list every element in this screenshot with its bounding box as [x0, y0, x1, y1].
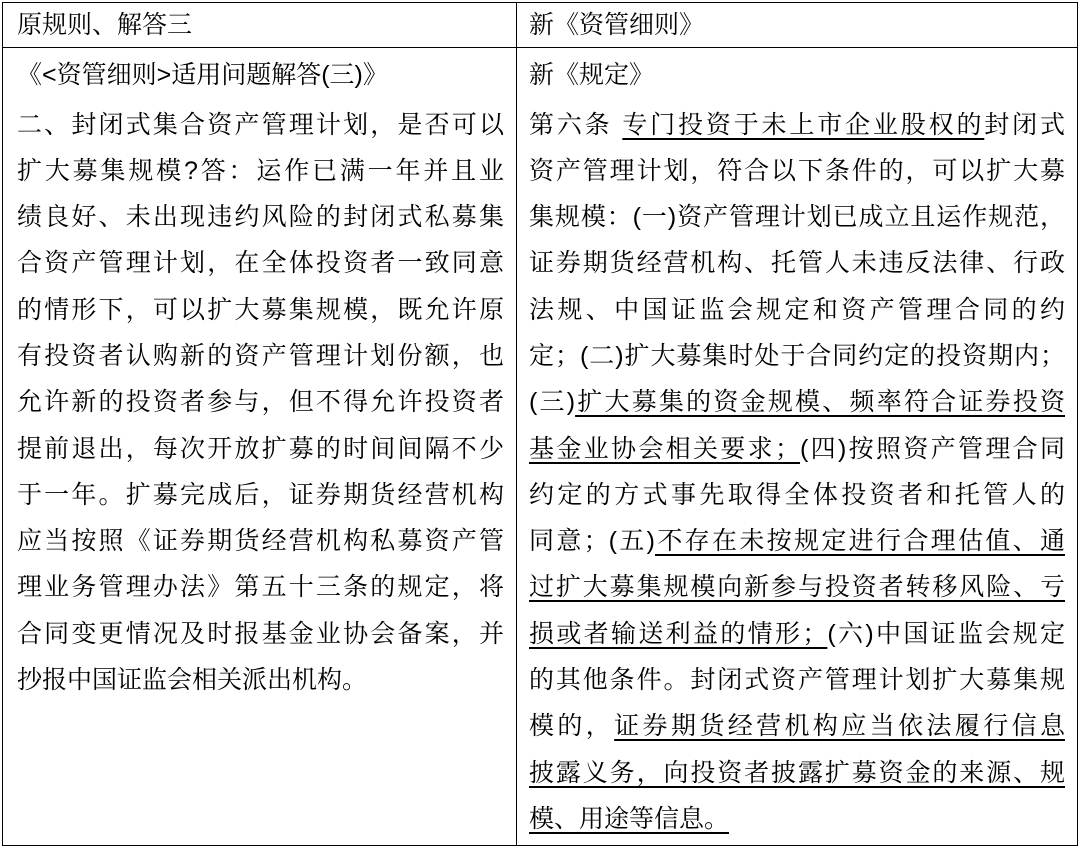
body-text-line	[529, 426, 1065, 472]
underlined-text: 损或者输送利益的情形；	[529, 619, 828, 648]
body-text-line	[17, 148, 504, 194]
underlined-text: 过扩大募集规模向新参与投资者转移风险、亏	[529, 573, 1065, 602]
body-text-line	[17, 657, 504, 703]
text-segment: 允许新的投资者参与，但不得允许投资者	[17, 388, 504, 417]
body-text-line	[529, 333, 1065, 379]
body-text-line	[529, 148, 1065, 194]
underlined-text: 披露义务，向投资者披露扩募资金的来源、规	[529, 758, 1065, 787]
text-segment: 的情形下，可以扩大募集规模，既允许原	[17, 295, 504, 324]
text-segment: (四)按照资产管理合同	[800, 434, 1065, 463]
text-segment: 有投资者认购新的资产管理计划份额，也	[17, 341, 504, 370]
text-segment: 理业务管理办法》第五十三条的规定，将	[17, 573, 504, 602]
new-rules-text	[529, 102, 1065, 843]
underlined-text: 专门投资于未上市企业股权的	[622, 110, 985, 139]
body-text-line	[17, 102, 504, 148]
body-text-line	[17, 194, 504, 240]
body-text-line	[529, 287, 1065, 333]
underlined-text: 证券期货经营机构应当依法履行信息	[614, 712, 1065, 741]
body-text-line	[529, 611, 1065, 657]
body-text-line	[529, 102, 1065, 148]
text-segment: 封闭式	[984, 110, 1065, 139]
text-segment: 第六条	[529, 110, 623, 139]
text-segment: 同意；(五)	[529, 527, 655, 556]
text-segment: 应当按照《证券期货经营机构私募资产管	[17, 527, 504, 556]
text-segment: 扩大募集规模?答：运作已满一年并且业	[17, 156, 504, 185]
body-text-line	[529, 379, 1065, 425]
text-segment: 于一年。扩募完成后，证券期货经营机构	[17, 480, 504, 509]
body-text-line	[17, 426, 504, 472]
text-segment: 约定的方式事先取得全体投资者和托管人的	[529, 480, 1065, 509]
body-text-line	[17, 564, 504, 610]
header-cell-old-rules	[3, 3, 517, 48]
underlined-text: 基金业协会相关要求；	[529, 434, 800, 463]
text-segment: 绩良好、未出现违约风险的封闭式私募集	[17, 203, 504, 232]
old-rules-cell	[3, 48, 517, 845]
body-text-line	[529, 518, 1065, 564]
text-segment: 定；(二)扩大募集时处于合同约定的投资期内；	[529, 341, 1065, 370]
body-text-line	[529, 564, 1065, 610]
text-segment: 集规模：(一)资产管理计划已成立且运作规范，	[529, 203, 1065, 232]
text-segment: 的其他条件。封闭式资产管理计划扩大募集规	[529, 666, 1065, 695]
new-rules-title: 新《规定》	[529, 60, 655, 89]
underlined-text: 模、用途等信息。	[529, 804, 730, 833]
text-segment: 抄报中国证监会相关派出机构。	[17, 666, 368, 695]
header-old-rules-label: 原规则、解答三	[17, 10, 193, 39]
text-segment: 合资产管理计划，在全体投资者一致同意	[17, 249, 504, 278]
body-text-line	[529, 703, 1065, 749]
text-segment: (三)	[529, 388, 576, 417]
text-segment: 二、封闭式集合资产管理计划，是否可以	[17, 110, 504, 139]
body-text-line	[529, 657, 1065, 703]
body-text-line	[17, 240, 504, 286]
body-text-line	[529, 796, 1065, 842]
body-text-line	[529, 750, 1065, 796]
body-text-line	[17, 518, 504, 564]
new-rules-cell	[517, 48, 1077, 845]
text-segment: 模的，	[529, 712, 615, 741]
body-text-line	[17, 472, 504, 518]
comparison-table	[2, 2, 1078, 846]
text-segment: 法规、中国证监会规定和资产管理合同的约	[529, 295, 1065, 324]
text-segment: 证券期货经营机构、托管人未违反法律、行政	[529, 249, 1065, 278]
body-text-line	[17, 333, 504, 379]
body-text-line	[17, 379, 504, 425]
underlined-text: 扩大募集的资金规模、频率符合证券投资	[575, 388, 1065, 417]
old-rules-text	[17, 102, 504, 704]
text-segment: 资产管理计划，符合以下条件的，可以扩大募	[529, 156, 1065, 185]
body-text-line	[529, 194, 1065, 240]
header-cell-new-rules	[517, 3, 1077, 48]
underlined-text: 不存在未按规定进行合理估值、通	[654, 527, 1065, 556]
body-text-line	[529, 472, 1065, 518]
header-new-rules-label: 新《资管细则》	[529, 10, 705, 39]
body-text-line	[529, 240, 1065, 286]
body-text-line	[17, 611, 504, 657]
text-segment: 合同变更情况及时报基金业协会备案，并	[17, 619, 504, 648]
old-rules-title: 《<资管细则>适用问题解答(三)》	[17, 60, 388, 89]
text-segment: 提前退出，每次开放扩募的时间间隔不少	[17, 434, 504, 463]
text-segment: (六)中国证监会规定	[827, 619, 1065, 648]
body-text-line	[17, 287, 504, 333]
